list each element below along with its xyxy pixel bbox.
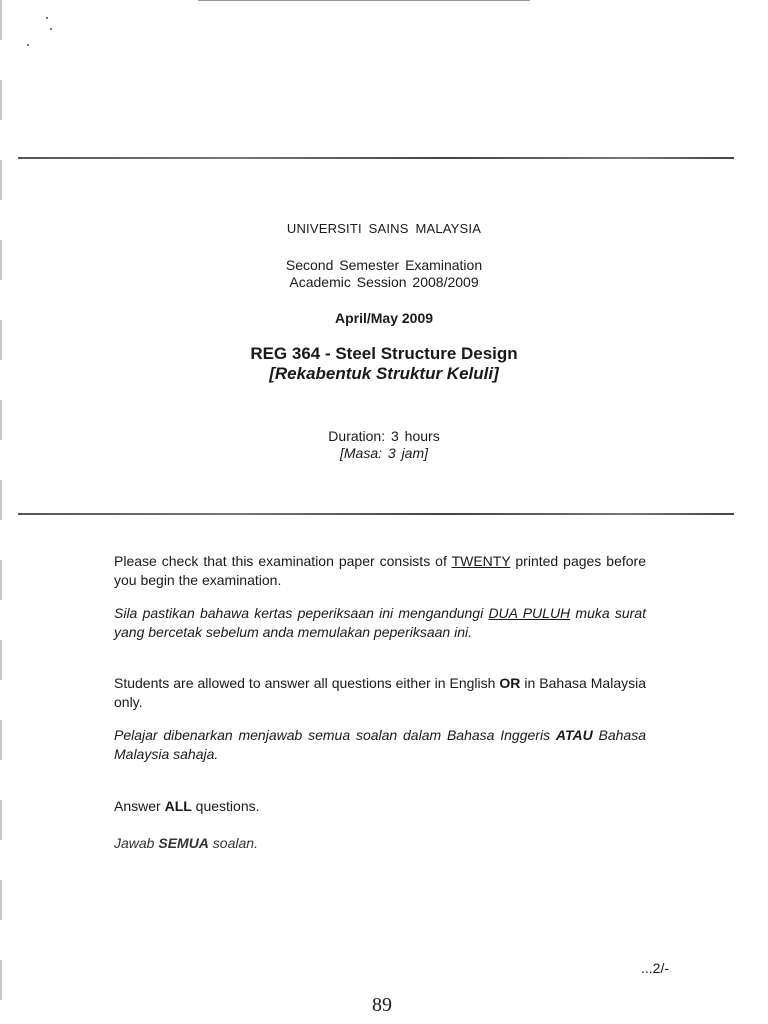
emphasis: SEMUA (158, 835, 209, 851)
instruction-language-bm (114, 726, 646, 764)
scan-speck (50, 28, 52, 30)
text: Jawab (114, 835, 159, 851)
instruction-page-count-bm (114, 604, 646, 642)
university-name: UNIVERSITI SAINS MALAYSIA (286, 221, 482, 236)
scan-speck (46, 17, 48, 19)
page-count-emphasis: DUA PULUH (488, 605, 571, 621)
emphasis: ALL (164, 798, 192, 814)
text: Bahasa Malaysia sahaja. (114, 727, 647, 762)
text: in Bahasa Malaysia only. (114, 675, 646, 710)
header-top-rule (18, 157, 734, 159)
text: Answer (114, 798, 165, 814)
text: Sila pastikan bahawa kertas peperiksaan ini mengandungi (114, 605, 489, 621)
instruction-answer-all-bm (114, 834, 646, 853)
text: questions. (191, 798, 260, 814)
header-bottom-rule (18, 513, 734, 515)
duration (0, 428, 768, 462)
text: soalan. (208, 835, 258, 851)
continued-marker: ...2/- (641, 960, 670, 976)
text: Please check that this examination paper consists of (114, 553, 452, 569)
emphasis: OR (499, 675, 521, 691)
text: muka surat yang bercetak sebelum anda memulakan peperiksaan ini. (114, 605, 647, 640)
top-scan-rule (198, 0, 530, 1)
text: Pelajar dibenarkan menjawab semua soalan dalam Bahasa Inggeris (114, 727, 556, 743)
instruction-answer-all-en (114, 797, 646, 816)
text: printed pages before you begin the examination. (114, 553, 646, 588)
scan-speck (27, 44, 29, 46)
exam-date: April/May 2009 (334, 310, 434, 326)
exam-semester: Second Semester Examination (285, 257, 483, 273)
course-title-bm: [Rekabentuk Struktur Keluli] (269, 364, 499, 383)
duration-en: Duration: 3 hours (328, 428, 440, 444)
course-title (0, 344, 768, 384)
instruction-page-count-en (114, 552, 646, 590)
instruction-language-en (114, 674, 646, 712)
text: Students are allowed to answer all questions either in English (114, 675, 500, 691)
academic-session: Academic Session 2008/2009 (289, 274, 479, 290)
course-title-en: REG 364 - Steel Structure Design (250, 344, 518, 363)
page-count-emphasis: TWENTY (451, 553, 511, 569)
page-number: 89 (372, 994, 392, 1016)
emphasis: ATAU (555, 727, 593, 743)
exam-info (0, 257, 768, 291)
scan-left-edge (0, 0, 2, 1024)
duration-bm: [Masa: 3 jam] (339, 445, 429, 461)
